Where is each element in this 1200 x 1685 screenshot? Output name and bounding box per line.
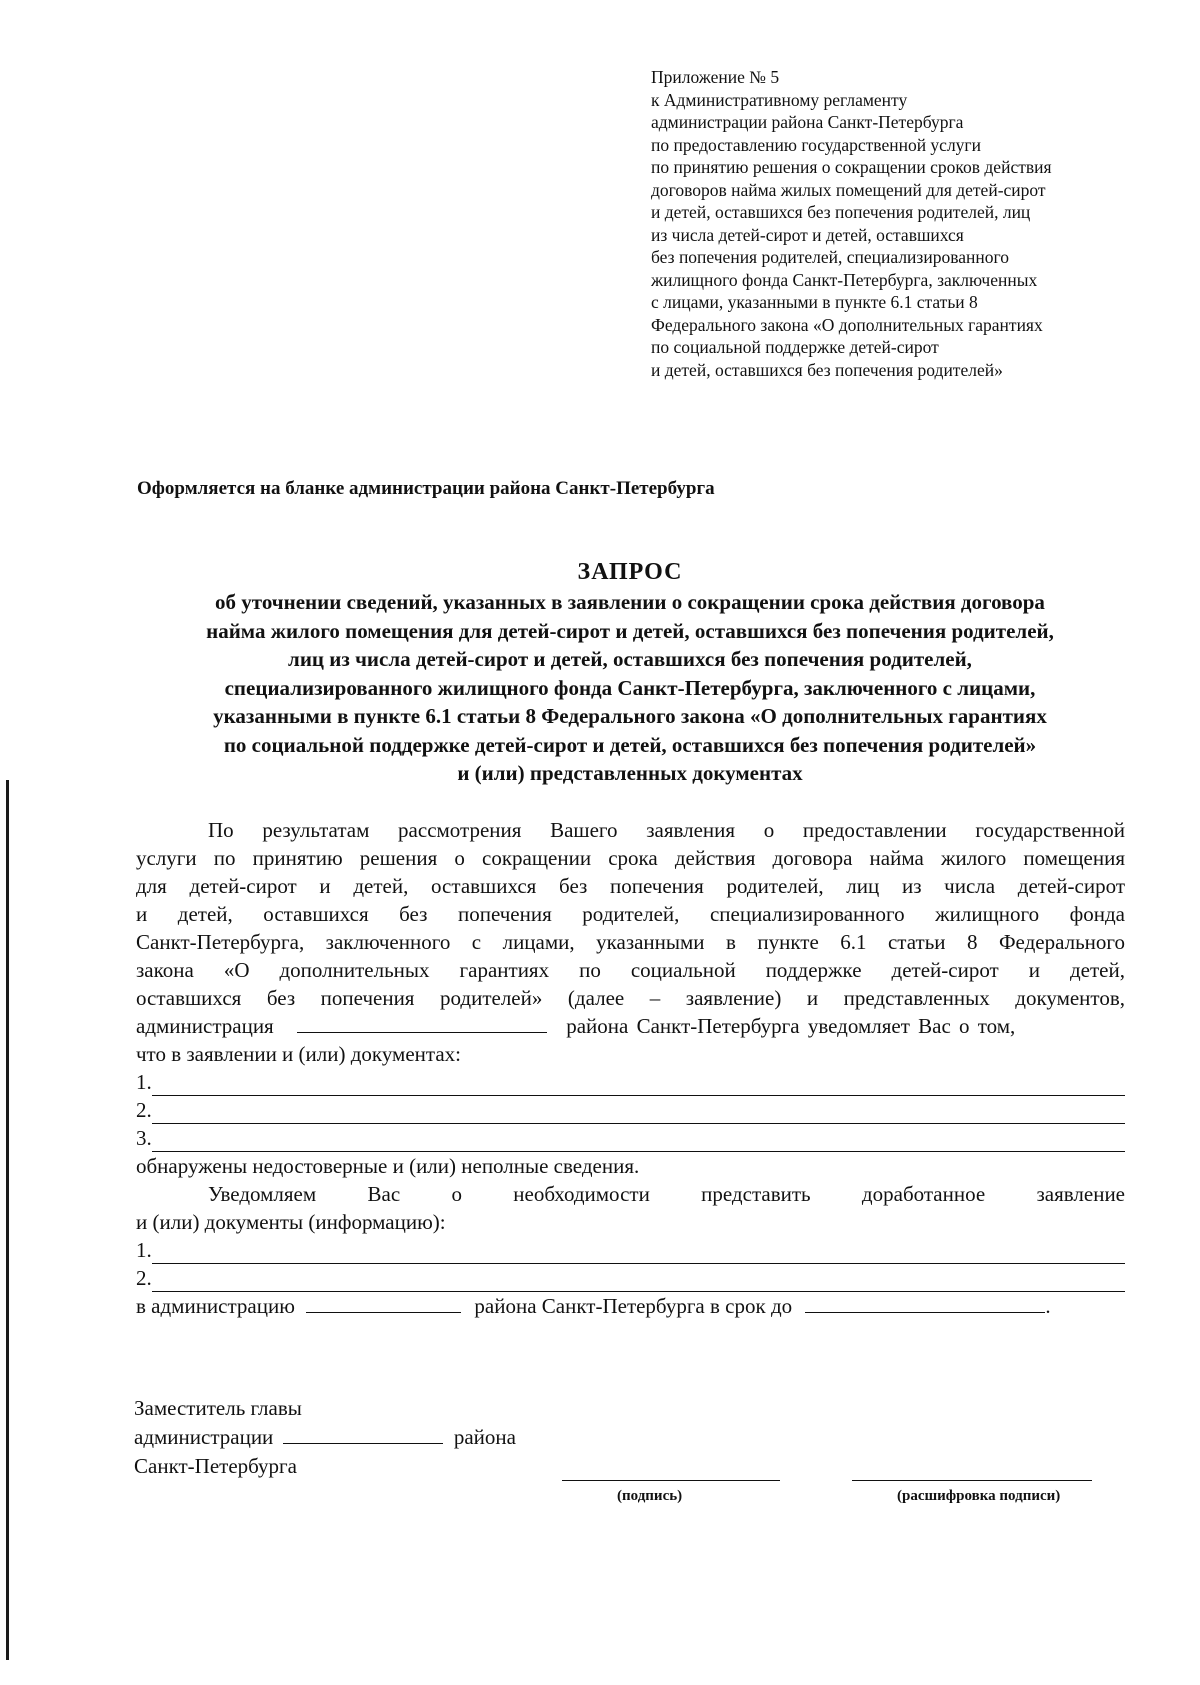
- appendix-line: договоров найма жилых помещений для детей-сирот: [651, 179, 1046, 200]
- appendix-header: [651, 66, 1131, 381]
- notify-line: Уведомляем Вас о необходимости представить доработанное заявление: [208, 1182, 1125, 1206]
- deadline-middle: района Санкт-Петербурга в срок до: [474, 1294, 793, 1318]
- admin-suffix: района Санкт-Петербурга уведомляет Вас о том,: [566, 1014, 1016, 1038]
- appendix-line: и детей, оставшихся без попечения родителей, лиц: [651, 202, 1031, 222]
- admin-prefix: администрация: [136, 1014, 274, 1038]
- body-line: По результатам рассмотрения Вашего заявления о предоставлении государственной: [208, 818, 1125, 842]
- found-item-field[interactable]: [152, 1103, 1125, 1124]
- body-line: закона «О дополнительных гарантиях по социальной поддержке детей-сирот и детей,: [136, 958, 1125, 982]
- signature-block: [134, 1394, 516, 1481]
- found-intro: что в заявлении и (или) документах:: [136, 1042, 461, 1066]
- appendix-line: с лицами, указанными в пункте 6.1 статьи 8: [651, 292, 978, 312]
- deadline-line: [136, 1292, 1125, 1320]
- appendix-line: без попечения родителей, специализированного: [651, 247, 1009, 267]
- scan-edge-mark: [6, 780, 9, 1660]
- deadline-date-field[interactable]: [805, 1292, 1045, 1313]
- document-title: [120, 556, 1140, 788]
- signatory-suffix: района: [453, 1425, 516, 1449]
- body-line: для детей-сирот и детей, оставшихся без попечения родителей, лиц из числа детей-сирот: [136, 874, 1125, 898]
- found-item: [136, 1124, 1125, 1152]
- district-name-field[interactable]: [297, 1012, 547, 1033]
- title-subtitle: [120, 588, 1140, 788]
- required-item: [136, 1236, 1125, 1264]
- appendix-line: и детей, оставшихся без попечения родителей»: [651, 359, 1003, 380]
- title-line: и (или) представленных документах: [457, 761, 803, 785]
- found-item-field[interactable]: [152, 1075, 1125, 1096]
- found-item: [136, 1068, 1125, 1096]
- title-line: об уточнении сведений, указанных в заявлении о сокращении срока действия договора: [215, 590, 1045, 614]
- item-number: 3.: [136, 1126, 152, 1150]
- letterhead-note: Оформляется на бланке администрации района Санкт-Петербурга: [137, 478, 715, 499]
- appendix-line: по социальной поддержке детей-сирот: [651, 337, 939, 357]
- appendix-line: по предоставлению государственной услуги: [651, 134, 981, 155]
- body-line: услуги по принятию решения о сокращении срока действия договора найма жилого помещения: [136, 846, 1125, 870]
- appendix-line: Федерального закона «О дополнительных гарантиях: [651, 314, 1043, 335]
- title-line: указанными в пункте 6.1 статьи 8 Федерального закона «О дополнительных гарантиях: [213, 704, 1047, 728]
- title-main: ЗАПРОС: [577, 559, 683, 585]
- district-name-field[interactable]: [283, 1423, 443, 1444]
- found-outro: обнаружены недостоверные и (или) неполные сведения.: [136, 1154, 640, 1178]
- title-line: найма жилого помещения для детей-сирот и детей, оставшихся без попечения родителей,: [206, 618, 1054, 643]
- signature-caption: (подпись): [617, 1488, 683, 1504]
- deadline-prefix: в администрацию: [136, 1294, 295, 1318]
- required-item-field[interactable]: [152, 1243, 1125, 1264]
- required-item: [136, 1264, 1125, 1292]
- appendix-line: администрации района Санкт-Петербурга: [651, 112, 964, 132]
- admin-line: [136, 1012, 1125, 1040]
- appendix-line: по принятию решения о сокращении сроков действия: [651, 157, 1052, 177]
- appendix-line: Приложение № 5: [651, 67, 780, 87]
- signatory-title: [134, 1423, 516, 1452]
- signatory-title: Санкт-Петербурга: [134, 1454, 297, 1478]
- found-item-field[interactable]: [152, 1131, 1125, 1152]
- required-item-field[interactable]: [152, 1271, 1125, 1292]
- appendix-line: к Административному регламенту: [651, 89, 908, 110]
- body-line: Санкт-Петербурга, заключенного с лицами, указанными в пункте 6.1 статьи 8 Федерального: [136, 930, 1125, 954]
- title-line: по социальной поддержке детей-сирот и детей, оставшихся без попечения родителей»: [223, 732, 1037, 757]
- signatory-title: Заместитель главы: [134, 1396, 302, 1420]
- appendix-line: из числа детей-сирот и детей, оставшихся: [651, 224, 964, 245]
- appendix-line: жилищного фонда Санкт-Петербурга, заключенных: [651, 269, 1038, 290]
- body-line: и детей, оставшихся без попечения родителей, специализированного жилищного фонда: [136, 902, 1125, 926]
- signatory-prefix: администрации: [134, 1425, 274, 1449]
- district-name-field[interactable]: [306, 1292, 461, 1313]
- title-line: специализированного жилищного фонда Санкт-Петербурга, заключенного с лицами,: [224, 675, 1036, 700]
- deadline-end: .: [1045, 1294, 1051, 1318]
- notify-line: и (или) документы (информацию):: [136, 1210, 446, 1234]
- item-number: 1.: [136, 1238, 152, 1262]
- request-body: [136, 816, 1125, 1320]
- item-number: 1.: [136, 1070, 152, 1094]
- signature-decode-field[interactable]: [852, 1479, 1092, 1481]
- signature-field[interactable]: [562, 1479, 780, 1481]
- found-item: [136, 1096, 1125, 1124]
- title-line: лиц из числа детей-сирот и детей, оставшихся без попечения родителей,: [288, 647, 972, 671]
- body-line: оставшихся без попечения родителей» (далее – заявление) и представленных документов,: [136, 986, 1125, 1010]
- signature-decode-caption: (расшифровка подписи): [897, 1488, 1061, 1504]
- item-number: 2.: [136, 1266, 152, 1290]
- item-number: 2.: [136, 1098, 152, 1122]
